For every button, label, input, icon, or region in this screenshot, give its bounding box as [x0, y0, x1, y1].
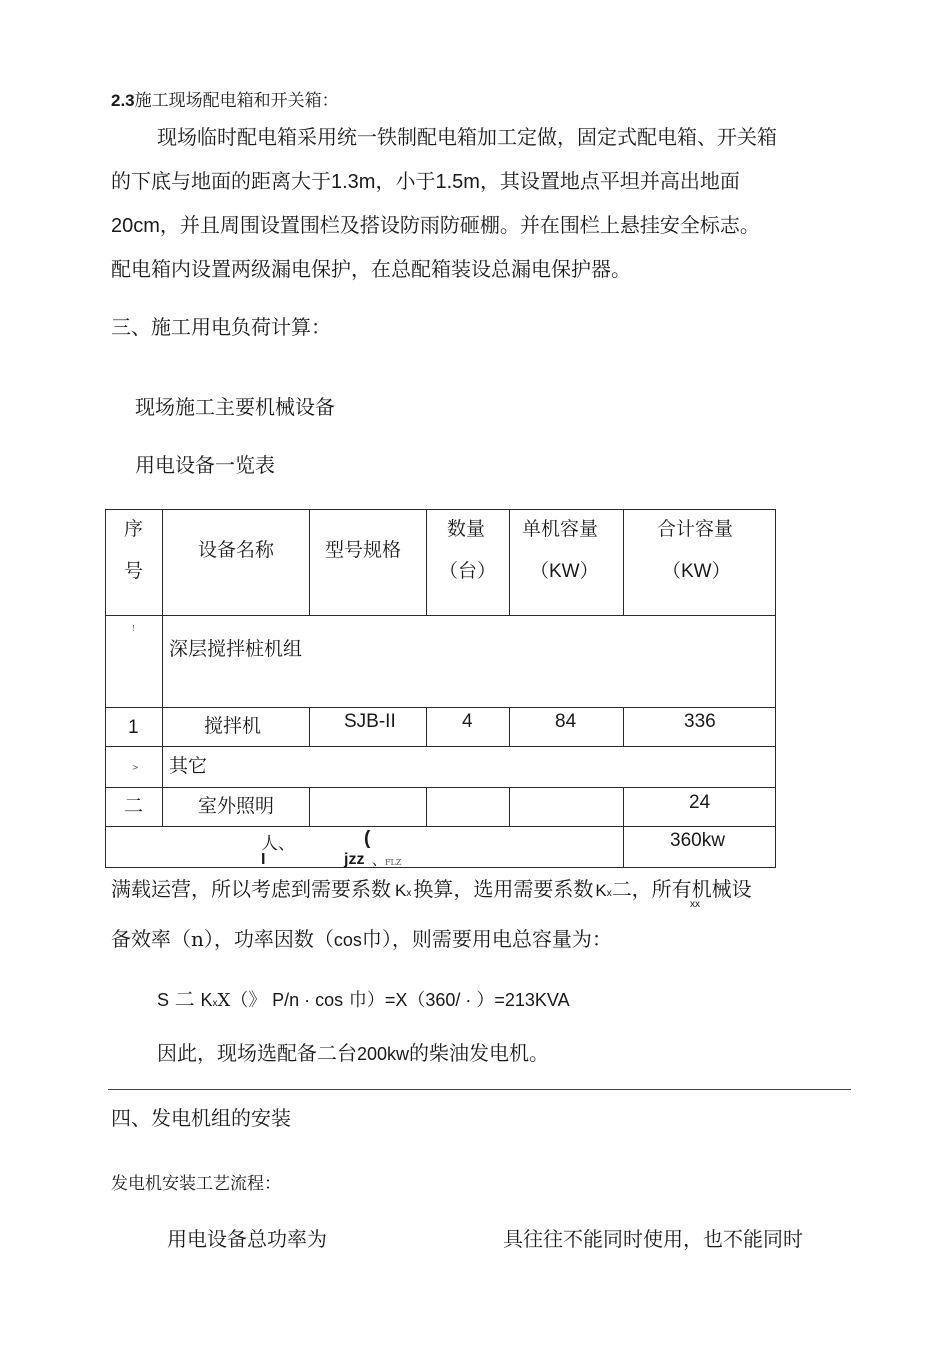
header-total	[623, 509, 776, 616]
row1-seq-text: 1	[128, 717, 139, 738]
sum-text: 人、	[261, 834, 295, 854]
formula-part: 巾）	[348, 990, 385, 1011]
sum-text: (	[364, 828, 371, 849]
para1-text: ，小于	[375, 169, 436, 193]
bottom-right-text: 具往往不能同时使用，也不能同时	[503, 1227, 803, 1251]
row2-total	[623, 787, 776, 827]
header-unit	[509, 509, 624, 616]
para2-symbol: K	[595, 881, 607, 900]
para2-text: 巾），则需要用电总容量为：	[361, 927, 612, 951]
para2-subscript: x	[606, 888, 612, 899]
para3-text: 因此，现场选配备二台	[157, 1041, 357, 1065]
subtitle-table: 用电设备一览表	[135, 453, 275, 477]
sum-label-cell	[105, 826, 624, 868]
group2-mark: >	[132, 763, 139, 772]
subtitle-equipment: 现场施工主要机械设备	[135, 395, 335, 419]
row1-model-text: SJB-II	[344, 711, 396, 732]
para1-value: 20cm	[111, 215, 160, 237]
para2-line1	[111, 873, 752, 902]
header-total-text: 合计容量	[657, 518, 734, 540]
para2-text: 备效率（n），功率因数（	[111, 927, 334, 951]
formula-part: K	[200, 990, 213, 1010]
header-seq	[105, 509, 163, 616]
para2-under: xx	[690, 899, 700, 910]
para3-value: 200kw	[357, 1044, 410, 1064]
sum-total-cell	[623, 826, 776, 868]
header-qty-text: （台）	[439, 560, 497, 582]
sum-total-text: 360kw	[670, 830, 725, 851]
header-model-text: 型号规格	[325, 539, 402, 561]
para1-line2	[111, 165, 740, 194]
header-qty	[426, 509, 510, 616]
section-number: 2.3	[111, 91, 135, 110]
section-title: 施工现场配电箱和开关箱：	[134, 91, 339, 111]
row1-unit	[509, 707, 624, 747]
row1-qty	[426, 707, 510, 747]
para1-text: ，并且周围设置围栏及搭设防雨防砸棚。并在围栏上悬挂安全标志。	[159, 213, 760, 237]
header-name-text: 设备名称	[198, 539, 275, 561]
formula	[157, 983, 570, 1012]
row1-total-text: 336	[684, 711, 716, 732]
heading-three: 三、施工用电负荷计算：	[111, 315, 331, 339]
header-seq-text: 序	[124, 518, 144, 540]
para2-symbol: K	[395, 881, 407, 900]
para3-text: 的柴油发电机。	[409, 1041, 550, 1065]
formula-part: S	[157, 990, 170, 1010]
group2-mark-cell	[105, 746, 163, 788]
header-seq-text: 号	[124, 560, 144, 582]
para1-value: 1.5m	[435, 171, 480, 193]
formula-subscript: x	[212, 998, 218, 1009]
row2-total-text: 24	[689, 792, 711, 813]
header-name	[162, 509, 310, 616]
flow-label: 发电机安装工艺流程：	[111, 1174, 281, 1194]
row2-model	[309, 787, 427, 827]
para2-subscript: x	[406, 888, 412, 899]
row2-name-text: 室外照明	[198, 795, 275, 817]
row1-qty-text: 4	[462, 711, 473, 732]
row2-unit	[509, 787, 624, 827]
row1-unit-text: 84	[555, 711, 577, 732]
para1-text: 的下底与地面的距离大于	[111, 169, 331, 193]
header-unit-text: 单机容量	[522, 518, 599, 540]
header-unit-text: （KW）	[530, 561, 599, 582]
para2-symbol: cos	[333, 930, 362, 950]
para1-line3	[111, 209, 760, 238]
row1-name	[162, 707, 310, 747]
row1-name-text: 搅拌机	[204, 715, 262, 737]
header-total-text: （KW）	[662, 561, 731, 582]
formula-part: 二	[174, 987, 195, 1011]
row2-qty	[426, 787, 510, 827]
header-qty-text: 数量	[447, 518, 486, 540]
row2-seq	[105, 787, 163, 827]
header-model	[309, 509, 427, 616]
group1-mark-cell	[105, 615, 163, 708]
row1-seq	[105, 707, 163, 747]
group2-label: 其它	[169, 755, 208, 777]
equipment-table	[105, 509, 776, 868]
group2-label-cell	[162, 746, 776, 788]
sum-text: I	[261, 851, 266, 868]
para2-text: 二，所有机械设	[611, 877, 752, 901]
row1-total	[623, 707, 776, 747]
para2-line2	[111, 923, 612, 952]
row2-seq-text: 二	[124, 795, 144, 817]
para2-text: 换算，选用需要系数	[413, 877, 594, 901]
section-2-3-heading	[111, 86, 339, 111]
sum-text: FLZ	[385, 858, 402, 867]
formula-part: P/n · cos	[272, 990, 344, 1010]
sum-text: jzz	[344, 851, 365, 868]
group1-mark: !	[132, 624, 136, 633]
para2-text: 满载运营，所以考虑到需要系数	[111, 877, 391, 901]
heading-four: 四、发电机组的安装	[111, 1106, 291, 1130]
sum-text: 、	[372, 853, 386, 869]
para3	[157, 1037, 549, 1066]
row2-name	[162, 787, 310, 827]
para1-text: ，其设置地点平坦并高出地面	[479, 169, 740, 193]
formula-part: X（》	[217, 990, 267, 1011]
formula-part: =X（360/ · ）=213KVA	[384, 990, 570, 1010]
section-divider	[108, 1089, 851, 1090]
group1-label-cell	[162, 615, 776, 708]
group1-label: 深层搅拌桩机组	[169, 638, 303, 660]
para1-line1: 现场临时配电箱采用统一铁制配电箱加工定做，固定式配电箱、开关箱	[157, 125, 777, 149]
row1-model	[309, 707, 427, 747]
bottom-left-text: 用电设备总功率为	[167, 1227, 327, 1251]
para1-line4: 配电箱内设置两级漏电保护，在总配箱装设总漏电保护器。	[111, 257, 631, 281]
para1-value: 1.3m	[331, 171, 376, 193]
